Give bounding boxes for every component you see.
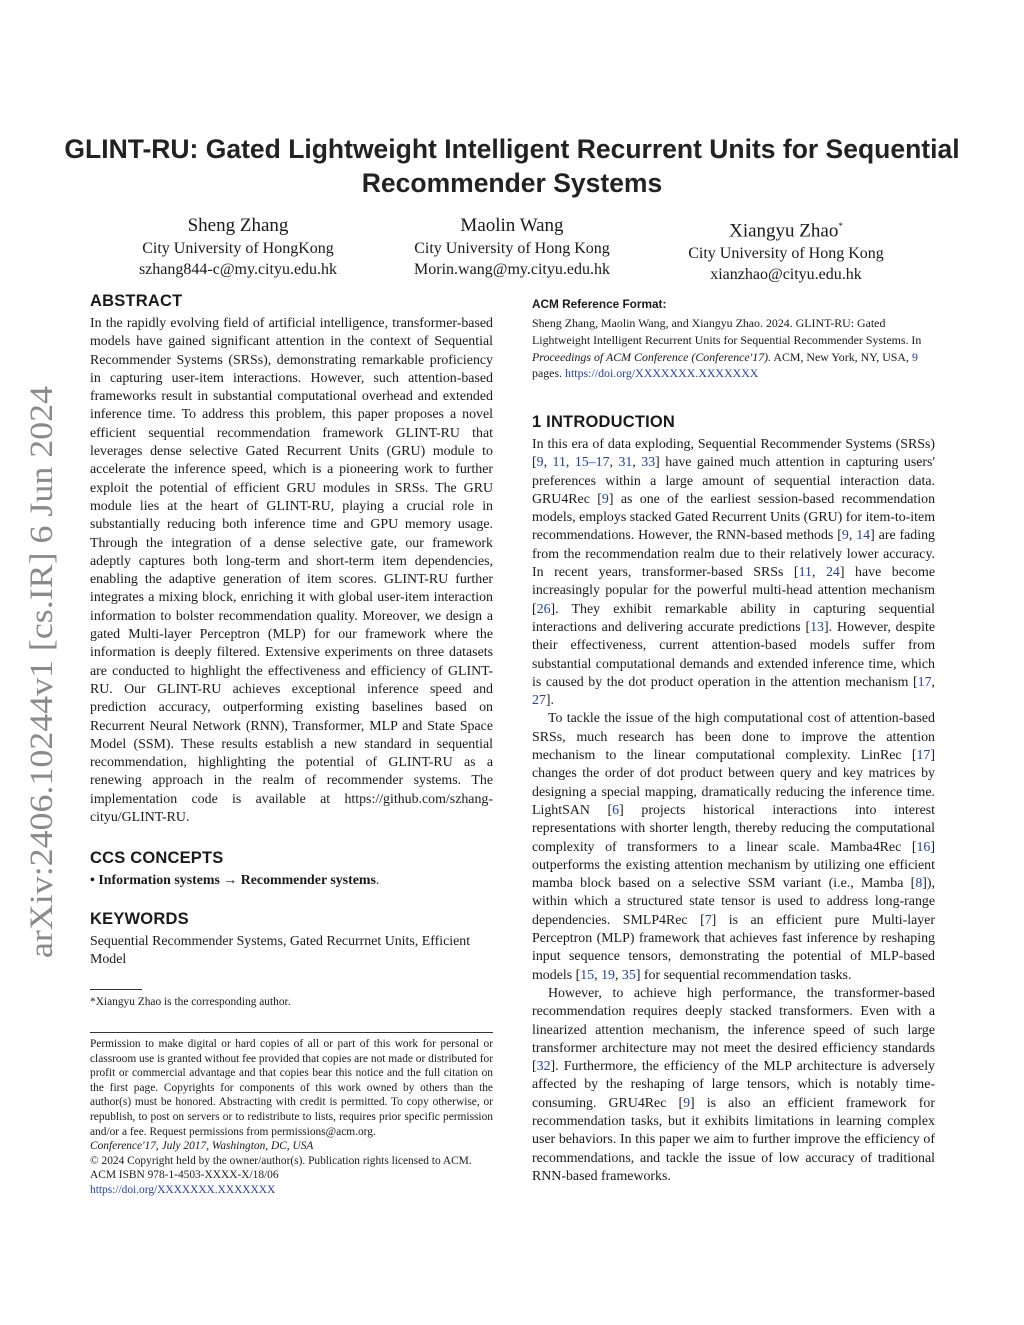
keywords-heading: KEYWORDS [90, 910, 189, 928]
keywords-text: Sequential Recommender Systems, Gated Recurrnet Units, Efficient Model [90, 934, 471, 968]
intro-paragraph-2: To tackle the issue of the high computational cost of attention-based SRSs, much research has been done to improve the attention mechanism to the linear computational complexity. LinRec [17] changes the order of dot product between query and key matrices by designing a special mapping, dramatically reducing the inference time. LightSAN [6] projects historical interactions into interest representations with shorter length, thereby reducing the computational complexity of transformers to a linear scale. Mamba4Rec [16] outperforms the existing attention mechanism by utilizing one efficient mamba block based on a selective SSM variant (i.e., Mamba [8]), within which a structured state tensor is used to address long-range dependencies. SMLP4Rec [7] is an efficient pure Multi-layer Perceptron (MLP) framework that achieves fast inference by reshaping input sequence tensors, demonstrating the potential of MLP-based models [15, 19, 35] for sequential recommendation tasks. [532, 711, 935, 983]
citation-link[interactable]: 9 [841, 528, 849, 544]
author-name: Sheng Zhang [187, 215, 289, 236]
abstract-text: In the rapidly evolving field of artificial intelligence, transformer-based models have gained significant attention in the context of Sequential Recommender Systems (SRSs), demonstrating remarkable proficiency in capturing user-item interactions. However, such attention-based frameworks result in substantial computational overhead and extended inference time. To address this problem, this paper proposes a novel efficient sequential recommendation framework GLINT-RU that leverages dense selective Gated Recurrent Units (GRU) module to accelerate the inference speed, which is a pioneering work to further exploit the potential of efficient GRU modules in SRSs. The GRU module lies at the heart of GLINT-RU, playing a crucial role in substantially reducing both inference time and GPU memory usage. Through the integration of a dense selective gate, our framework adeptly captures both long-term and short-term item dependencies, enabling the adaptive generation of item scores. GLINT-RU further integrates a mixing block, enriching it with global user-item interaction information to bolster recommendation quality. Moreover, we design a gated Multi-layer Perceptron (MLP) for our framework where the information is deeply filtered. Extensive experiments on three datasets are conducted to highlight the effectiveness and efficiency of GLINT-RU. Our GLINT-RU achieves exceptional inference speed and prediction accuracy, outperforming existing baselines based on Recurrent Neural Network (RNN), Transformer, MLP and State Space Model (SSM). These results establish a new standard in sequential recommendation, highlighting the potential of GLINT-RU as a renewing approach in the realm of recommender systems. The implementation code is available at https://github.com/szhang-cityu/GLINT-RU. [90, 316, 493, 826]
acm-reference-text: Sheng Zhang, Maolin Wang, and Xiangyu Zhao. 2024. GLINT-RU: Gated Lightweight Intelligent Recurrent Units for Sequential Recommender Systems. In Proceedings of ACM Conference (Conference'17). ACM, New York, NY, USA, 9 pages. https://doi.org/XXXXXXX.XXXXXXX [532, 316, 922, 381]
arxiv-stamp [6, 380, 66, 960]
pages-link[interactable]: 9 [911, 349, 918, 364]
ccs-section [90, 848, 493, 890]
author-affiliation: City University of Hong Kong [414, 240, 610, 257]
author-block [656, 214, 916, 285]
acm-reference-heading: ACM Reference Format: [532, 297, 667, 311]
footnote-rule [90, 989, 142, 990]
keywords-section [90, 909, 493, 970]
citation-link[interactable]: 31 [618, 455, 633, 471]
citation-link[interactable]: 9 [601, 491, 609, 507]
citation-link[interactable]: 24 [825, 565, 840, 581]
citation-link[interactable]: 7 [704, 912, 712, 928]
author-footnote-mark: * [838, 221, 843, 231]
author-name: Maolin Wang [460, 215, 564, 236]
arxiv-id: arXiv:2406.10244v1 [cs.IR] 6 Jun 2024 [24, 431, 60, 958]
citation-link[interactable]: 11 [798, 565, 812, 581]
citation-link[interactable]: 35 [621, 967, 636, 983]
author-block [382, 214, 642, 280]
paper-title: GLINT-RU: Gated Lightweight Intelligent Recurrent Units for Sequential Recommender Systems [64, 134, 960, 198]
author-name: Xiangyu Zhao* [729, 220, 843, 242]
ccs-period: . [375, 873, 380, 888]
isbn-line: ACM ISBN 978-1-4503-XXXX-X/18/06 [90, 1169, 279, 1182]
citation-link[interactable]: 6 [612, 802, 620, 818]
author-email: Morin.wang@my.cityu.edu.hk [414, 260, 610, 278]
ccs-concepts: • Information systems → Recommender systems [90, 873, 376, 888]
permission-block [90, 1037, 493, 1198]
reference-doi-link[interactable]: https://doi.org/XXXXXXX.XXXXXXX [565, 366, 759, 381]
citation-link[interactable]: 11 [552, 455, 566, 471]
citation-link[interactable]: 19 [601, 967, 615, 983]
citation-link[interactable]: 17 [917, 674, 932, 690]
intro-paragraph-1: In this era of data exploding, Sequential Recommender Systems (SRSs) [9, 11, 15–17, 31, 33] have gained much attention in capturing users' preferences within a large amount of sequential interaction data. GRU4Rec [9] as one of the earliest session-based recommendation models, employs stacked Gated Recurrent Units (GRU) for item-to-item recommendations. However, the RNN-based methods [9, 14] are fading from the recommendation realm due to their relatively lower accuracy. In recent years, transformer-based SRSs [11, 24] have become increasingly popular for the powerful multi-head attention mechanism [26]. They exhibit remarkable ability in capturing sequential interactions and delivering accurate predictions [13]. However, despite their effectiveness, current attention-based models suffer from substantial computational demands and extended inference time, which is caused by the dot product operation in the attention mechanism [17, 27]. [532, 437, 936, 709]
citation-link[interactable]: 15 [580, 967, 595, 983]
introduction-heading: 1 INTRODUCTION [532, 413, 676, 431]
citation-link[interactable]: 8 [915, 876, 923, 892]
citation-link[interactable]: 9 [683, 1095, 691, 1111]
proceedings-title: Proceedings of ACM Conference (Conference'17). [532, 349, 772, 364]
copyright-line: © 2024 Copyright held by the owner/author(s). Publication rights licensed to ACM. [90, 1154, 472, 1167]
intro-paragraph-3: However, to achieve high performance, the transformer-based recommendation requires deeply stacked transformers. Even with a linearized attention mechanism, the inference speed of such large transformer architecture may not meet the desired efficiency standards [32]. Furthermore, the efficiency of the MLP architecture is adversely affected by the reshaping of large tensors, which is notably time-consuming. GRU4Rec [9] is also an efficient framework for recommendation tasks, but it exhibits limitations in learning complex user behaviors. In this paper we aim to further improve the efficiency of recommendations, and tackle the issue of low accuracy of traditional RNN-based frameworks. [532, 985, 935, 1184]
citation-link[interactable]: 33 [641, 455, 656, 471]
acm-reference [532, 295, 935, 382]
doi-link[interactable]: https://doi.org/XXXXXXX.XXXXXXX [90, 1183, 276, 1196]
citation-link[interactable]: 16 [916, 839, 931, 855]
permission-text: Permission to make digital or hard copies of all or part of this work for personal or classroom use is granted without fee provided that copies are not made or distributed for profit or commercial advantage and that copies bear this notice and the full citation on the first page. Copyrights for components of this work owned by others than the author(s) must be honored. Abstracting with credit is permitted. To copy otherwise, or republish, to post on servers or to redistribute to lists, requires prior specific permission and/or a fee. Request permissions from permissions@acm.org. [90, 1038, 493, 1138]
author-affiliation: City University of Hong Kong [688, 245, 884, 263]
citation-link[interactable]: 14 [856, 528, 871, 544]
author-affiliation: City University of HongKong [142, 240, 334, 257]
ccs-heading: CCS CONCEPTS [90, 849, 224, 867]
citation-link[interactable]: 26 [536, 601, 551, 617]
author-block [108, 214, 368, 280]
permission-rule [90, 1032, 493, 1033]
citation-link[interactable]: 27 [532, 693, 546, 709]
conference-venue: Conference'17, July 2017, Washington, DC, USA [90, 1140, 314, 1153]
citation-link[interactable]: 15–17 [574, 455, 610, 471]
author-email: xianzhao@cityu.edu.hk [710, 265, 862, 283]
abstract-heading: ABSTRACT [90, 292, 183, 310]
abstract-section [90, 291, 493, 827]
citation-link[interactable]: 9 [536, 455, 544, 471]
citation-link[interactable]: 13 [810, 619, 824, 635]
citation-link[interactable]: 32 [536, 1059, 551, 1075]
footnote: *Xiangyu Zhao is the corresponding author. [90, 996, 291, 1008]
citation-link[interactable]: 17 [916, 748, 931, 764]
introduction-section [532, 412, 935, 1186]
author-email: szhang844-c@my.cityu.edu.hk [138, 260, 338, 278]
